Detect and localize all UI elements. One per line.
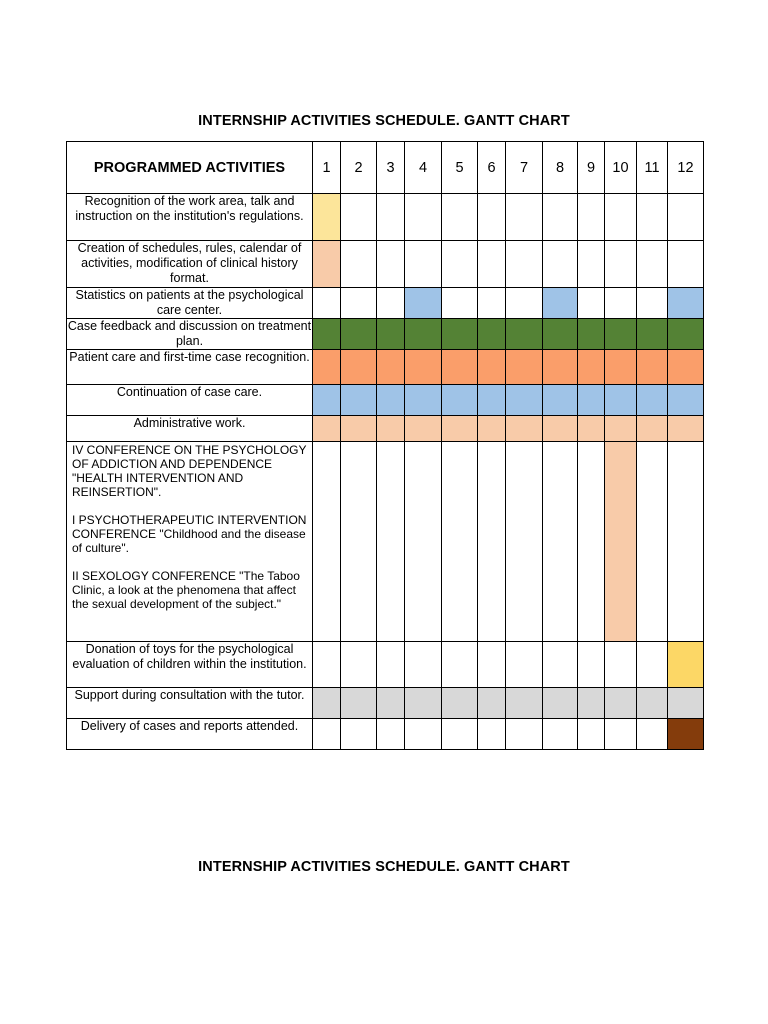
gantt-bar-cell: [668, 688, 704, 719]
gantt-empty-cell: [341, 719, 377, 750]
activity-cell: Donation of toys for the psychological evaluation of children within the institution.: [67, 642, 313, 688]
gantt-empty-cell: [341, 241, 377, 288]
gantt-empty-cell: [442, 288, 478, 319]
gantt-empty-cell: [578, 719, 605, 750]
gantt-bar-cell: [478, 385, 506, 416]
gantt-bar-cell: [442, 416, 478, 442]
gantt-bar-cell: [506, 385, 543, 416]
gantt-empty-cell: [341, 642, 377, 688]
activity-cell: Support during consultation with the tutor.: [67, 688, 313, 719]
gantt-empty-cell: [377, 442, 405, 642]
gantt-bar-cell: [442, 688, 478, 719]
gantt-bar-cell: [668, 288, 704, 319]
header-month-3: 3: [377, 142, 405, 194]
gantt-bar-cell: [543, 288, 578, 319]
gantt-bar-cell: [543, 350, 578, 385]
gantt-bar-cell: [668, 350, 704, 385]
activity-cell: Recognition of the work area, talk and instruction on the institution's regulations.: [67, 194, 313, 241]
gantt-bar-cell: [377, 350, 405, 385]
gantt-bar-cell: [543, 319, 578, 350]
gantt-empty-cell: [605, 719, 637, 750]
gantt-empty-cell: [478, 241, 506, 288]
gantt-empty-cell: [605, 194, 637, 241]
gantt-empty-cell: [506, 642, 543, 688]
gantt-empty-cell: [478, 442, 506, 642]
activity-cell: [67, 442, 313, 642]
gantt-empty-cell: [341, 194, 377, 241]
gantt-bar-cell: [377, 319, 405, 350]
gantt-bar-cell: [405, 350, 442, 385]
header-month-8: 8: [543, 142, 578, 194]
table-row: [67, 719, 704, 750]
table-row: [67, 385, 704, 416]
gantt-empty-cell: [313, 288, 341, 319]
gantt-empty-cell: [478, 194, 506, 241]
gantt-bar-cell: [578, 416, 605, 442]
gantt-empty-cell: [506, 241, 543, 288]
gantt-bar-cell: [405, 319, 442, 350]
gantt-bar-cell: [668, 319, 704, 350]
gantt-empty-cell: [637, 442, 668, 642]
header-month-1: 1: [313, 142, 341, 194]
header-row: [67, 142, 704, 194]
gantt-bar-cell: [578, 385, 605, 416]
gantt-bar-cell: [506, 319, 543, 350]
gantt-bar-cell: [313, 385, 341, 416]
gantt-bar-cell: [668, 416, 704, 442]
gantt-bar-cell: [313, 688, 341, 719]
gantt-empty-cell: [377, 241, 405, 288]
activity-cell: Continuation of case care.: [67, 385, 313, 416]
gantt-bar-cell: [637, 319, 668, 350]
table-row: [67, 350, 704, 385]
gantt-empty-cell: [377, 719, 405, 750]
activity-cell: Administrative work.: [67, 416, 313, 442]
gantt-bar-cell: [543, 688, 578, 719]
page-title-repeat: INTERNSHIP ACTIVITIES SCHEDULE. GANTT CHART: [198, 859, 570, 875]
gantt-empty-cell: [637, 241, 668, 288]
header-month-9: 9: [578, 142, 605, 194]
gantt-bar-cell: [405, 688, 442, 719]
gantt-empty-cell: [377, 288, 405, 319]
gantt-bar-cell: [478, 350, 506, 385]
gantt-empty-cell: [377, 194, 405, 241]
gantt-chart-table: [66, 141, 704, 750]
gantt-empty-cell: [578, 642, 605, 688]
gantt-empty-cell: [637, 642, 668, 688]
table-row: [67, 688, 704, 719]
activity-cell: Statistics on patients at the psychological care center.: [67, 288, 313, 319]
header-month-5: 5: [442, 142, 478, 194]
gantt-bar-cell: [341, 385, 377, 416]
gantt-bar-cell: [442, 319, 478, 350]
header-month-12: 12: [668, 142, 704, 194]
page-title: INTERNSHIP ACTIVITIES SCHEDULE. GANTT CHART: [198, 113, 570, 129]
gantt-empty-cell: [605, 642, 637, 688]
gantt-empty-cell: [543, 442, 578, 642]
gantt-empty-cell: [637, 288, 668, 319]
gantt-bar-cell: [478, 416, 506, 442]
table-row: [67, 319, 704, 350]
gantt-empty-cell: [478, 642, 506, 688]
activity-cell: Patient care and first-time case recognition.: [67, 350, 313, 385]
gantt-bar-cell: [377, 385, 405, 416]
header-month-4: 4: [405, 142, 442, 194]
gantt-empty-cell: [578, 241, 605, 288]
header-month-7: 7: [506, 142, 543, 194]
gantt-empty-cell: [506, 288, 543, 319]
gantt-bar-cell: [605, 350, 637, 385]
gantt-bar-cell: [578, 319, 605, 350]
gantt-bar-cell: [405, 385, 442, 416]
gantt-bar-cell: [506, 688, 543, 719]
gantt-bar-cell: [637, 385, 668, 416]
gantt-empty-cell: [478, 719, 506, 750]
table-row: [67, 442, 704, 642]
header-programmed-activities: PROGRAMMED ACTIVITIES: [67, 142, 313, 194]
gantt-bar-cell: [668, 642, 704, 688]
gantt-empty-cell: [405, 642, 442, 688]
gantt-bar-cell: [637, 350, 668, 385]
gantt-empty-cell: [637, 194, 668, 241]
gantt-empty-cell: [668, 241, 704, 288]
gantt-empty-cell: [506, 442, 543, 642]
gantt-bar-cell: [405, 416, 442, 442]
gantt-empty-cell: [578, 288, 605, 319]
gantt-bar-cell: [478, 319, 506, 350]
activity-paragraph: IV CONFERENCE ON THE PSYCHOLOGY OF ADDICTION AND DEPENDENCE "HEALTH INTERVENTION AND REINSERTION".: [72, 443, 307, 499]
gantt-bar-cell: [341, 688, 377, 719]
gantt-bar-cell: [442, 385, 478, 416]
gantt-empty-cell: [637, 719, 668, 750]
table-row: [67, 416, 704, 442]
activity-paragraph: I PSYCHOTHERAPEUTIC INTERVENTION CONFERENCE "Childhood and the disease of culture".: [72, 513, 307, 555]
gantt-bar-cell: [313, 416, 341, 442]
activity-cell: Delivery of cases and reports attended.: [67, 719, 313, 750]
gantt-empty-cell: [543, 719, 578, 750]
gantt-bar-cell: [341, 350, 377, 385]
activity-paragraph: II SEXOLOGY CONFERENCE "The Taboo Clinic, a look at the phenomena that affect the sexual development of the subject.": [72, 569, 300, 611]
gantt-empty-cell: [341, 442, 377, 642]
gantt-bar-cell: [605, 416, 637, 442]
gantt-empty-cell: [313, 719, 341, 750]
gantt-bar-cell: [605, 319, 637, 350]
gantt-bar-cell: [377, 416, 405, 442]
gantt-empty-cell: [377, 642, 405, 688]
gantt-bar-cell: [506, 350, 543, 385]
gantt-empty-cell: [543, 241, 578, 288]
gantt-empty-cell: [442, 194, 478, 241]
gantt-bar-cell: [442, 350, 478, 385]
gantt-bar-cell: [341, 416, 377, 442]
gantt-empty-cell: [478, 288, 506, 319]
gantt-bar-cell: [377, 688, 405, 719]
gantt-empty-cell: [442, 642, 478, 688]
gantt-empty-cell: [578, 194, 605, 241]
gantt-empty-cell: [341, 288, 377, 319]
gantt-bar-cell: [478, 688, 506, 719]
gantt-empty-cell: [543, 194, 578, 241]
gantt-empty-cell: [405, 194, 442, 241]
header-month-11: 11: [637, 142, 668, 194]
header-month-6: 6: [478, 142, 506, 194]
table-row: [67, 241, 704, 288]
gantt-bar-cell: [405, 288, 442, 319]
gantt-empty-cell: [313, 642, 341, 688]
activity-cell: Case feedback and discussion on treatment plan.: [67, 319, 312, 348]
gantt-bar-cell: [668, 385, 704, 416]
gantt-empty-cell: [442, 241, 478, 288]
activity-cell: Creation of schedules, rules, calendar of activities, modification of clinical history format.: [67, 241, 313, 288]
gantt-bar-cell: [605, 442, 637, 642]
gantt-empty-cell: [405, 241, 442, 288]
gantt-empty-cell: [668, 194, 704, 241]
gantt-empty-cell: [605, 288, 637, 319]
gantt-empty-cell: [506, 194, 543, 241]
gantt-empty-cell: [405, 442, 442, 642]
gantt-bar-cell: [543, 385, 578, 416]
table-row: [67, 288, 704, 319]
gantt-empty-cell: [578, 442, 605, 642]
gantt-bar-cell: [543, 416, 578, 442]
gantt-empty-cell: [405, 719, 442, 750]
gantt-bar-cell: [506, 416, 543, 442]
gantt-bar-cell: [578, 688, 605, 719]
header-month-10: 10: [605, 142, 637, 194]
gantt-bar-cell: [313, 194, 341, 241]
gantt-bar-cell: [637, 688, 668, 719]
header-month-2: 2: [341, 142, 377, 194]
table-row: [67, 194, 704, 241]
gantt-bar-cell: [605, 688, 637, 719]
gantt-empty-cell: [668, 442, 704, 642]
gantt-empty-cell: [506, 719, 543, 750]
gantt-bar-cell: [313, 350, 341, 385]
gantt-bar-cell: [605, 385, 637, 416]
table-row: [67, 642, 704, 688]
gantt-bar-cell: [637, 416, 668, 442]
gantt-bar-cell: [578, 350, 605, 385]
gantt-bar-cell: [313, 319, 341, 350]
gantt-empty-cell: [605, 241, 637, 288]
gantt-empty-cell: [442, 442, 478, 642]
gantt-bar-cell: [313, 241, 341, 288]
gantt-empty-cell: [442, 719, 478, 750]
gantt-empty-cell: [543, 642, 578, 688]
gantt-empty-cell: [313, 442, 341, 642]
gantt-bar-cell: [668, 719, 704, 750]
gantt-bar-cell: [341, 319, 377, 350]
